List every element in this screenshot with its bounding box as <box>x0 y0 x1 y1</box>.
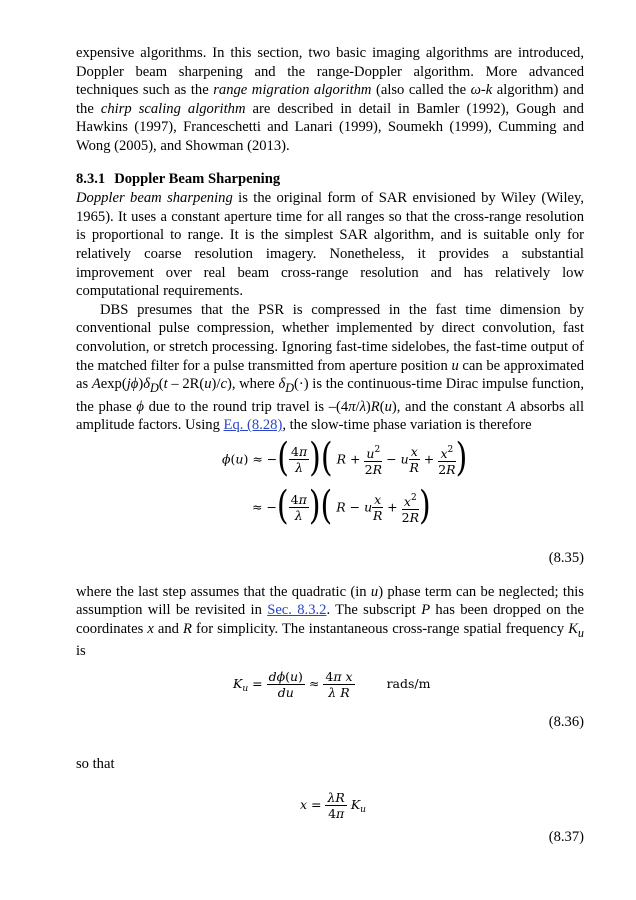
equation-8-36-body: $K_u$ = $\frac{d\phi(u)}{du}$ ≈ $\frac{\text{4π x}}{\text{λ R}}$ rads/m <box>233 669 431 701</box>
equation-8-37 <box>76 774 584 846</box>
equation-number: (8.37) <box>548 828 584 845</box>
equation-8-35-line1: ϕ(u) ≈ −( $\frac{4\pi}{\lambda}$ )( R + $\frac{u^2}{2R}$ − u $\frac{x}{R}$ + $\frac{x^2}{2R}$ ) <box>222 435 468 482</box>
paragraph-dbs-intro: Doppler beam sharpening is the original form of SAR envisioned by Wiley (Wiley, 1965). It uses a constant aperture time for all ranges so that the cross-range resolution is proportional to range. It is the simplest SAR algorithm, and is suitable only for relatively coarse resolution imagery. Nonetheless, it provides a substantial improvement over real beam cross-range resolution and has relatively low computational requirements. <box>76 190 584 300</box>
section-title: Doppler Beam Sharpening <box>114 170 281 187</box>
paragraph-so-that: so that <box>76 756 115 773</box>
equation-8-35-line2: ≈ −( $\frac{4\pi}{\lambda}$ )( R − u $\frac{x}{R}$ + $\frac{x^2}{2R}$ ) <box>252 483 431 530</box>
equation-8-37-body: x = $\frac{\lambda R}{4\pi}$ $K_u$ <box>300 789 366 821</box>
equation-units: rads/m <box>386 676 431 692</box>
paragraph-approximation: where the last step assumes that the quadratic (in u) phase term can be neglected; this assumption will be revisited in Sec. 8.3.2. The subscript P has been dropped on the coordinates x and R for simplicity. The instantaneous cross-range spatial frequency $K_u$ is <box>76 583 584 660</box>
equation-8-35 <box>76 435 584 571</box>
section-number: 8.3.1 <box>76 170 106 187</box>
paragraph-dbs-model: DBS presumes that the PSR is compressed in the fast time dimension by conventional pulse compression, whether implemented by direct convolution, fast convolution, or stretch processing. Ignoring fast-time sidelobes, the fast-time output of the matched filter for a pulse transmitted from aperture position u can be approximated as $Aexp(j\phi)\delta_D(t - 2R(u)/c)$, where $\delta_D(\cdot)$ is the continuous-time Dirac impulse function, the phase ϕ due to the round trip travel is –(4π/λ)R(u), and the constant A absorbs all amplitude factors. Using Eq. (8.28), the slow-time phase variation is therefore <box>76 301 584 434</box>
page-body <box>76 44 584 846</box>
equation-number: (8.36) <box>548 714 584 731</box>
equation-number: (8.35) <box>548 549 584 566</box>
section-heading <box>76 170 584 189</box>
paragraph-intro: expensive algorithms. In this section, two basic imaging algorithms are introduced, Doppler beam sharpening and the range-Doppler algorithm. More advanced techniques such as the range migration algorithm (also called the ω-k algorithm) and the chirp scaling algorithm are described in detail in Bamler (1992), Gough and Hawkins (1997), Franceschetti and Lanari (1999), Soumekh (1999), Cumming and Wong (2005), and Showman (2013). <box>76 45 584 154</box>
section-link-8-3-2[interactable]: Sec. 8.3.2 <box>267 602 327 619</box>
equation-8-36 <box>76 661 584 739</box>
equation-link-8-28[interactable]: Eq. (8.28) <box>223 417 283 434</box>
